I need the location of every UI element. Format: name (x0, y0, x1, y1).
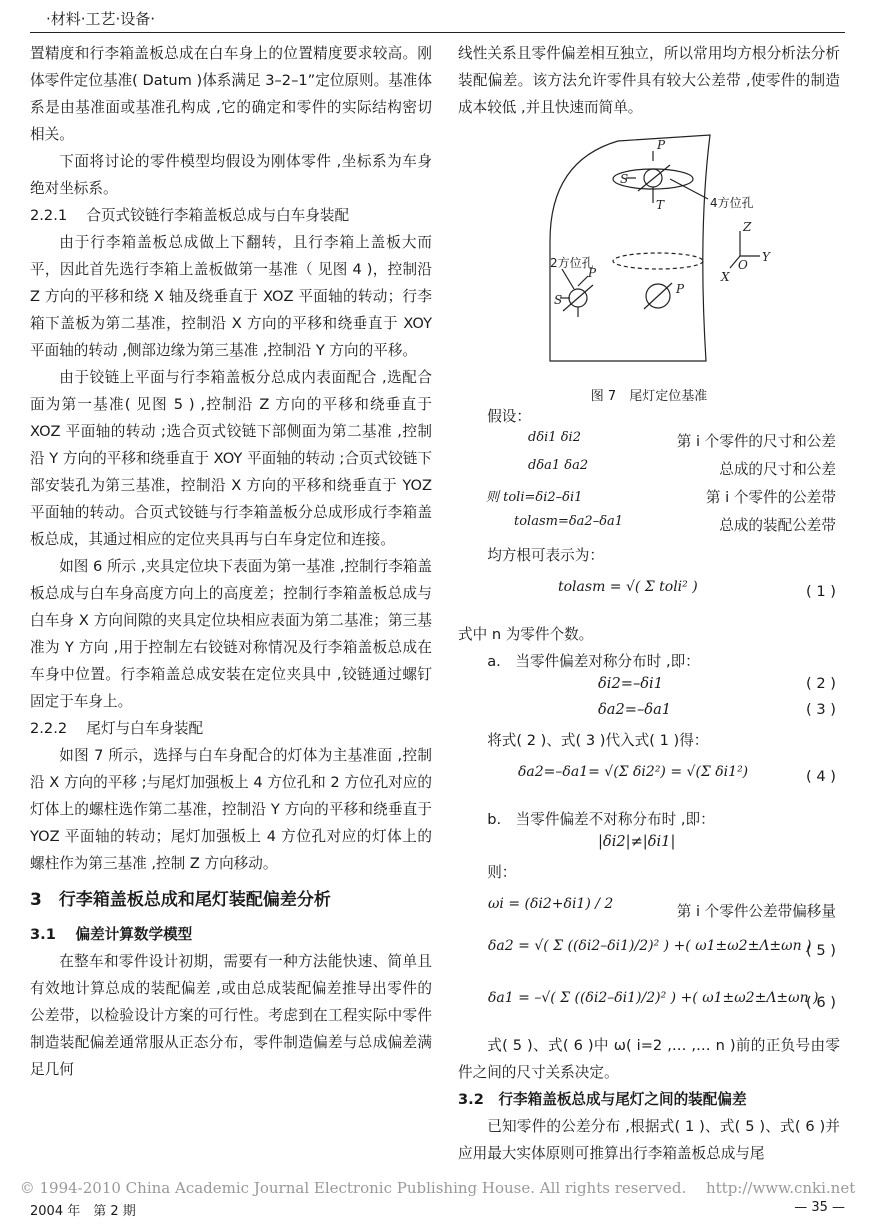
paragraph: 线性关系且零件偏差相互独立，所以常用均方根分析法分析装配偏差。该方法允许零件具有较大公差带 ,使零件的制造成本较低 ,并且快速而简单。 (458, 45, 840, 116)
definition-symbol: dδa1 δa2 (528, 458, 589, 473)
definition-symbol: 则 toli=δi2–δi1 (486, 490, 583, 505)
paragraph: 由于行李箱盖板总成做上下翻转，且行李箱上盖板大而平，因此首先选行李箱上盖板做第一基准（ 见图 4 )，控制沿 Z 方向的平移和绕 X 轴及绕垂直于 XOZ 平面轴的转动；行李箱下盖板为第二基准，控制沿 X 方向的平移和绕垂直于 XOY 平面轴的转动 ,侧部边缘为第三基准 ,控制沿 Y 方向的平移。 (30, 234, 432, 359)
paragraph: 式( 5 )、式( 6 )中 ω( i=2 ,… ,… n )前的正负号由零件之间的尺寸关系决定。 (458, 1037, 840, 1081)
subsection-heading: 2.2.2 尾灯与白车身装配 (30, 720, 204, 737)
inequality (458, 833, 840, 859)
definition-row (458, 458, 840, 486)
definition-row (458, 486, 840, 514)
axis-z-label: Z (743, 220, 752, 234)
equation-number: ( 3 ) (806, 701, 836, 718)
equation-body: tolasm = √( Σ toli² ) (558, 579, 698, 595)
equation-body: δa1 = –√( Σ ((δi2–δi1)/2)² ) +( ω1±ω2±Λ±ωn ) (488, 990, 819, 1006)
paragraph: b. 当零件偏差不对称分布时 ,即： (487, 811, 715, 828)
equation-body: δa2=–δa1 (598, 701, 672, 718)
copyright-footer: © 1994-2010 China Academic Journal Electronic Publishing House. All rights reserved. http://www.cnki.net (19, 1179, 856, 1197)
equation-number: ( 1 ) (806, 583, 836, 600)
issue-label: 2004 年 第 2 期 (30, 1204, 136, 1219)
equation-number: ( 5 ) (806, 942, 836, 959)
label-s-top: S (620, 172, 629, 186)
axis-o-label: O (738, 258, 748, 272)
section-heading: 3 行李箱盖板总成和尾灯装配偏差分析 (30, 890, 331, 910)
paragraph: 由于铰链上平面与行李箱盖板分总成内表面配合 ,选配合面为第一基准( 见图 5 ) ,控制沿 Z 方向的平移和绕垂直于 XOZ 平面轴的转动 ;选合页式铰链下部侧面为第二基准 ,控制沿 Y 方向的平移和绕垂直于 XOY 平面轴的转动 ;合页式铰链下部安装孔为第三基准，控制沿 X 方向的平移和绕垂直于 YOZ 平面轴的转动。合页式铰链与行李箱盖板分总成形成行李箱盖板总成，其通过相应的定位夹具再与白车身定位和连接。 (30, 369, 432, 548)
equation-3 (458, 701, 840, 727)
equation-body: ωi = (δi2+δi1) / 2 (488, 896, 614, 912)
definition-symbol: tolasm=δa2–δa1 (514, 514, 624, 529)
equation-body: δa2=–δa1= √(Σ δi2²) = √(Σ δi1²) (518, 764, 749, 780)
paragraph: 式中 n 为零件个数。 (458, 626, 594, 643)
equation-number: ( 6 ) (806, 994, 836, 1011)
definition-desc: 第 i 个零件的尺寸和公差 (676, 433, 836, 450)
label-s-left: S (554, 293, 563, 307)
subsection-heading: 2.2.1 合页式铰链行李箱盖板总成与白车身装配 (30, 207, 350, 224)
subsection-heading: 3.2 行李箱盖板总成与尾灯之间的装配偏差 (458, 1091, 747, 1108)
label-4-hole: 4方位孔 (710, 196, 754, 210)
equation-number: ( 2 ) (806, 675, 836, 692)
paragraph: 下面将讨论的零件模型均假设为刚体零件 ,坐标系为车身绝对坐标系。 (30, 153, 432, 197)
equation-omega (458, 886, 840, 928)
taillight-diagram (458, 121, 840, 381)
definition-row (458, 430, 840, 458)
equation-2 (458, 675, 840, 701)
subsection-heading: 3.1 偏差计算数学模型 (30, 926, 193, 943)
header-rule (30, 32, 845, 33)
paragraph: 均方根可表示为： (487, 547, 604, 564)
equation-body: |δi2|≠|δi1| (598, 833, 676, 850)
right-column (458, 40, 840, 1167)
axis-x-label: X (721, 270, 730, 284)
paragraph: 在整车和零件设计初期，需要有一种方法能快速、简单且有效地计算总成的装配偏差 ,或由总成装配偏差推导出零件的公差带，以检验设计方案的可行性。考虑到在工程实际中零件制造装配偏差通常服从正态分布，零件制造偏差与总成偏差满足几何 (30, 953, 432, 1078)
label-p-left: P (588, 266, 597, 280)
definition-desc: 第 i 个零件的公差带 (705, 489, 836, 506)
paragraph: 将式( 2 )、式( 3 )代入式( 1 )得： (487, 732, 709, 749)
label-p-right: P (676, 282, 685, 296)
left-column (30, 40, 432, 1083)
definition-desc: 总成的尺寸和公差 (719, 461, 836, 478)
equation-desc: 第 i 个零件公差带偏移量 (676, 903, 836, 920)
definition-desc: 总成的装配公差带 (719, 517, 836, 534)
equation-4 (458, 754, 840, 806)
definition-row (458, 514, 840, 542)
equation-1 (458, 569, 840, 621)
definition-symbol: dδi1 δi2 (528, 430, 581, 445)
equation-6 (458, 980, 840, 1032)
paragraph: a. 当零件偏差对称分布时 ,即： (487, 653, 700, 670)
paragraph: 则： (487, 864, 517, 881)
label-2-hole: 2方位孔 (550, 256, 594, 270)
equation-body: δa2 = √( Σ ((δi2–δi1)/2)² ) +( ω1±ω2±Λ±ωn ) (488, 938, 812, 954)
page-number: — 35 — (794, 1200, 845, 1215)
figure-caption: 图 7 尾灯定位基准 (590, 389, 708, 404)
running-header: ·材料·工艺·设备· (46, 10, 156, 28)
paragraph: 如图 7 所示，选择与白车身配合的灯体为主基准面 ,控制沿 X 方向的平移 ;与尾灯加强板上 4 方位孔和 2 方位孔对应的灯体上的螺柱选作第二基准，控制沿 Y 方向的平移和绕垂直于 YOZ 平面轴的转动；尾灯加强板上 4 方位孔对应的灯体上的螺柱作为第三基准 ,控制 Z 方向移动。 (30, 747, 432, 872)
equation-number: ( 4 ) (806, 768, 836, 785)
label-p-top: P (657, 138, 666, 152)
lamp-outline (550, 135, 710, 361)
label-t: T (656, 198, 665, 212)
axis-y-label: Y (762, 250, 770, 264)
equation-5 (458, 928, 840, 980)
figure-taillight-datum (458, 121, 840, 403)
lamp-ellipse-dashed (613, 253, 703, 269)
equation-body: δi2=–δi1 (598, 675, 664, 692)
assume-label: 假设： (487, 408, 531, 425)
paragraph: 已知零件的公差分布 ,根据式( 1 )、式( 5 )、式( 6 )并应用最大实体原则可推算出行李箱盖板总成与尾 (458, 1118, 840, 1162)
paragraph: 如图 6 所示 ,夹具定位块下表面为第一基准 ,控制行李箱盖板总成与白车身高度方向上的高度差；控制行李箱盖板总成与白车身 X 方向间隙的夹具定位块相应表面为第二基准；第三基准为 Y 方向 ,用于控制左右铰链对称情况及行李箱盖板总成在车身中位置。行李箱盖总成安装在定位夹具中 ,铰链通过螺钉固定于车身上。 (30, 558, 432, 710)
paragraph: 置精度和行李箱盖板总成在白车身上的位置精度要求较高。刚体零件定位基准( Datum )体系满足 3–2–1”定位原则。基准体系是由基准面或基准孔构成 ,它的确定和零件的实际结构密切相关。 (30, 45, 432, 143)
